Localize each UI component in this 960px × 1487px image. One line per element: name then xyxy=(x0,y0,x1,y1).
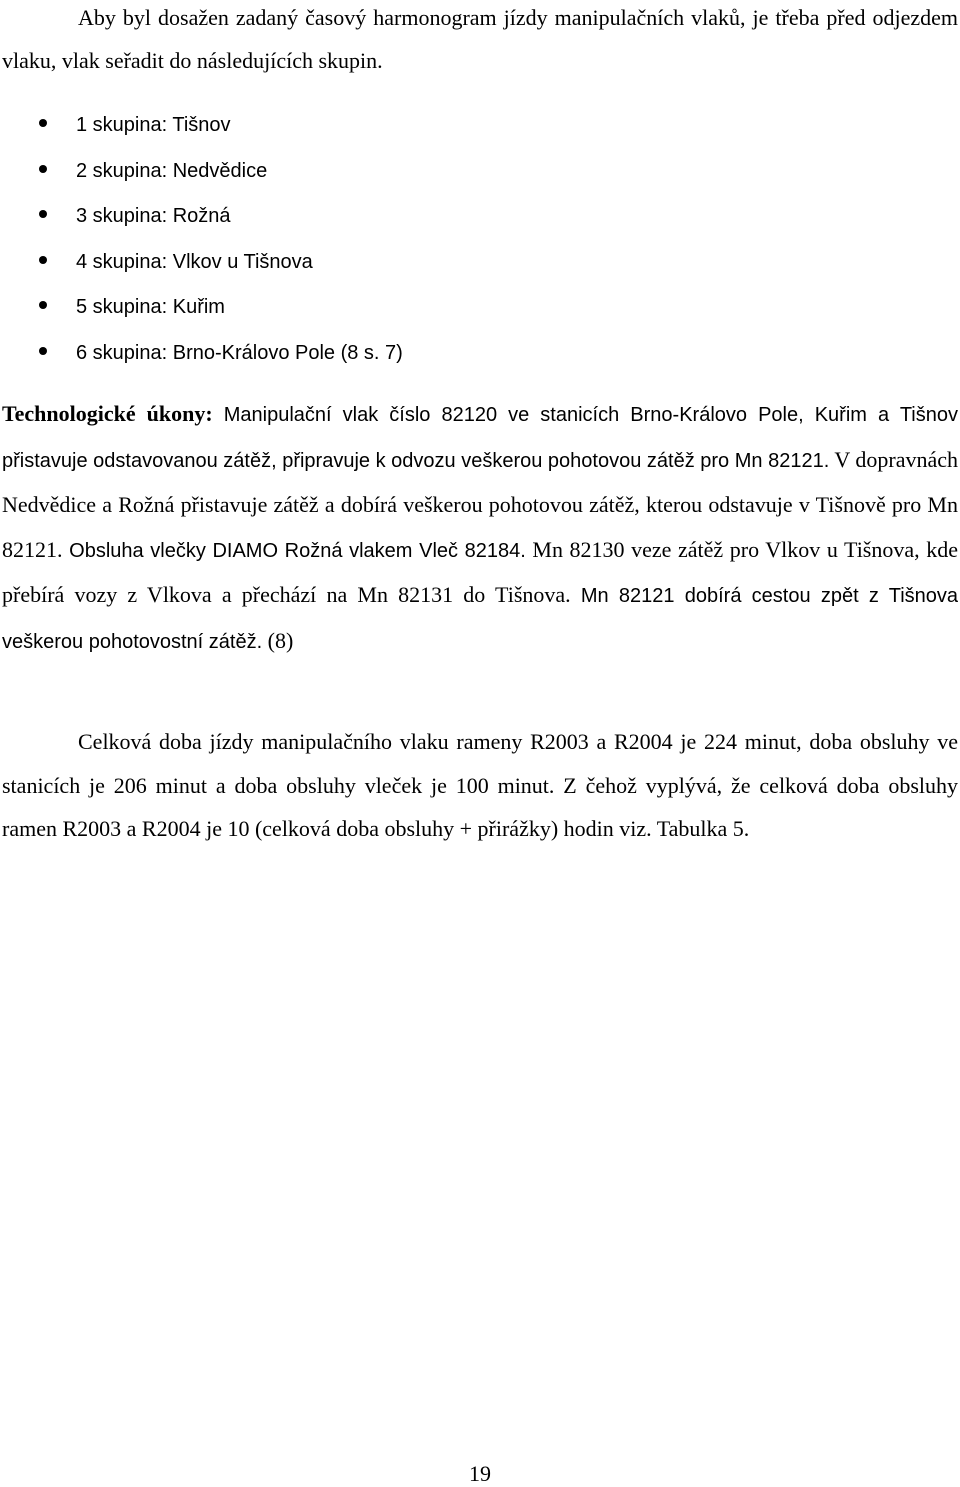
technology-heading: Technologické úkony: xyxy=(2,401,213,426)
bullet-icon xyxy=(39,165,47,173)
technology-text-3: Obsluha vlečky DIAMO Rožná vlakem Vleč 82184. xyxy=(62,539,526,562)
group-label: 1 skupina: Tišnov xyxy=(76,114,231,136)
group-list xyxy=(0,101,403,374)
group-label: 5 skupina: Kuřim xyxy=(76,296,225,318)
list-item xyxy=(0,238,403,284)
bullet-icon xyxy=(39,210,47,218)
technology-text-5: Mn 82121 dobírá cestou zpět z Tišnova veškerou pohotovostní zátěž. xyxy=(2,585,959,653)
group-label: 4 skupina: Vlkov u Tišnova xyxy=(76,250,313,273)
list-item xyxy=(0,283,403,329)
technology-text-4: Mn 82130 veze zátěž pro Vlkov u Tišnova, kde přebírá vozy z Vlkova a přechází na Mn 82131 do Tišnova. xyxy=(2,536,958,607)
list-item xyxy=(0,192,403,238)
bullet-icon xyxy=(39,119,47,127)
intro-paragraph: Aby byl dosažen zadaný časový harmonogram jízdy manipulačních vlaků, je třeba před odjezdem vlaku, vlak seřadit do následujících skupin. xyxy=(2,5,958,73)
technology-citation: (8) xyxy=(262,627,294,653)
group-label: 3 skupina: Rožná xyxy=(76,205,231,227)
summary-paragraph: Celková doba jízdy manipulačního vlaku rameny R2003 a R2004 je 224 minut, doba obsluhy ve stanicích je 206 minut a doba obsluhy vleček je 100 minut. Z čehož vyplývá, že celková doba obsluhy ramen R2003 a R2004 je 10 (celková doba obsluhy + přirážky) hodin viz. Tabulka 5. xyxy=(2,729,958,841)
bullet-icon xyxy=(39,347,47,355)
group-label: 2 skupina: Nedvědice xyxy=(76,159,268,182)
list-item xyxy=(0,147,403,193)
list-item xyxy=(0,329,403,375)
page-number: 19 xyxy=(469,1461,491,1486)
bullet-icon xyxy=(39,256,47,264)
list-item xyxy=(0,101,403,147)
technology-text-2: V dopravnách Nedvědice a Rožná přistavuje zátěž a dobírá veškerou pohotovou zátěž, kterou odstavuje v Tišnově pro Mn 82121. xyxy=(2,446,958,562)
group-label: 6 skupina: Brno-Královo Pole (8 s. 7) xyxy=(76,341,403,364)
bullet-icon xyxy=(39,301,47,309)
technology-text-1: Manipulační vlak číslo 82120 ve stanicích Brno-Královo Pole, Kuřim a Tišnov přistavuje odstavovanou zátěž, připravuje k odvozu veškerou pohotovou zátěž pro Mn 82121. xyxy=(2,404,958,472)
technology-paragraph xyxy=(2,392,958,664)
